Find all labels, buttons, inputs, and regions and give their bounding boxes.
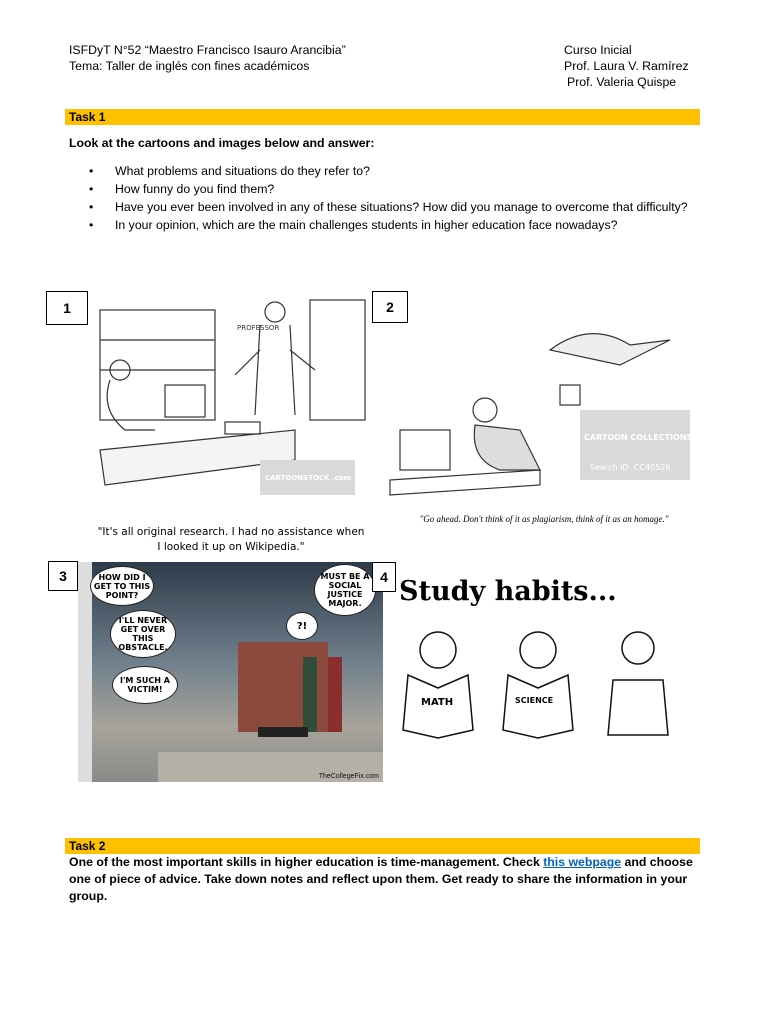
cartoon-1-drawing — [95, 290, 367, 500]
question-item: • Have you ever been involved in any of these situations? How did you manage to overcome that difficulty? — [69, 199, 700, 216]
watermark: CARTOONSTOCK .com — [265, 474, 351, 482]
door-sign: PROFESSOR — [237, 324, 280, 332]
question-item: • In your opinion, which are the main challenges students in higher education face nowadays? — [69, 217, 700, 234]
science-book-label: SCIENCE — [515, 696, 554, 705]
task1-label: Task 1 — [65, 109, 700, 125]
cartoon-2-caption: "Go ahead. Don't think of it as plagiarism, think of it as an homage." — [419, 514, 669, 524]
study-habits-title: Study habits... — [399, 576, 617, 607]
speech-bubble: ?! — [286, 612, 318, 640]
math-book-label: MATH — [421, 697, 454, 708]
question-item: • What problems and situations do they refer to? — [69, 163, 700, 180]
cartoon-3-victim — [78, 562, 383, 782]
task2-label: Task 2 — [65, 838, 700, 854]
study-habits-image — [393, 570, 698, 746]
speech-bubble: I'LL NEVER GET OVER THIS OBSTACLE. — [110, 610, 176, 658]
cartoon-1-caption: "It's all original research. I had no assistance when I looked it up on Wikipedia." — [97, 526, 365, 553]
watermark: CARTOON COLLECTIONS .com — [584, 433, 717, 442]
webpage-link[interactable]: this webpage — [543, 855, 622, 869]
speech-bubble: I'M SUCH A VICTIM! — [112, 666, 178, 704]
speech-bubble: HOW DID I GET TO THIS POINT? — [90, 566, 154, 606]
header-left — [69, 42, 346, 74]
image-number-3: 3 — [48, 561, 78, 591]
teacher-1: Prof. Laura V. Ramírez — [564, 59, 689, 73]
speech-bubble: MUST BE A SOCIAL JUSTICE MAJOR. — [314, 564, 376, 616]
cartoon-2-plagiarism — [390, 320, 717, 530]
task2-text-end: and choose one of piece of advice. Take down notes and reflect upon them. Get ready to share the information in your group. — [69, 855, 693, 903]
header-right — [564, 42, 689, 90]
image-number-1: 1 — [46, 291, 88, 325]
course: Curso Inicial — [564, 43, 632, 57]
cartoon-2-drawing — [390, 320, 717, 510]
question-item: • How funny do you find them? — [69, 181, 700, 198]
search-id: Search ID: CC40526 — [590, 463, 671, 472]
credit: TheCollegeFix.com — [318, 773, 379, 780]
task2-text — [69, 854, 700, 905]
task2-text-start: One of the most important skills in higher education is time-management. Check — [69, 855, 544, 869]
question-list — [69, 163, 700, 235]
image-number-2: 2 — [372, 291, 408, 323]
teacher-2: Prof. Valeria Quispe — [567, 75, 677, 89]
institution-name: ISFDyT N°52 “Maestro Francisco Isauro Arancibia” — [69, 43, 346, 57]
image-number-4: 4 — [372, 562, 396, 592]
topic: Tema: Taller de inglés con fines académicos — [69, 59, 310, 73]
task1-intro: Look at the cartoons and images below and answer: — [69, 136, 375, 150]
study-habits-drawing — [393, 570, 698, 746]
cartoon-1-wikipedia — [95, 290, 367, 562]
